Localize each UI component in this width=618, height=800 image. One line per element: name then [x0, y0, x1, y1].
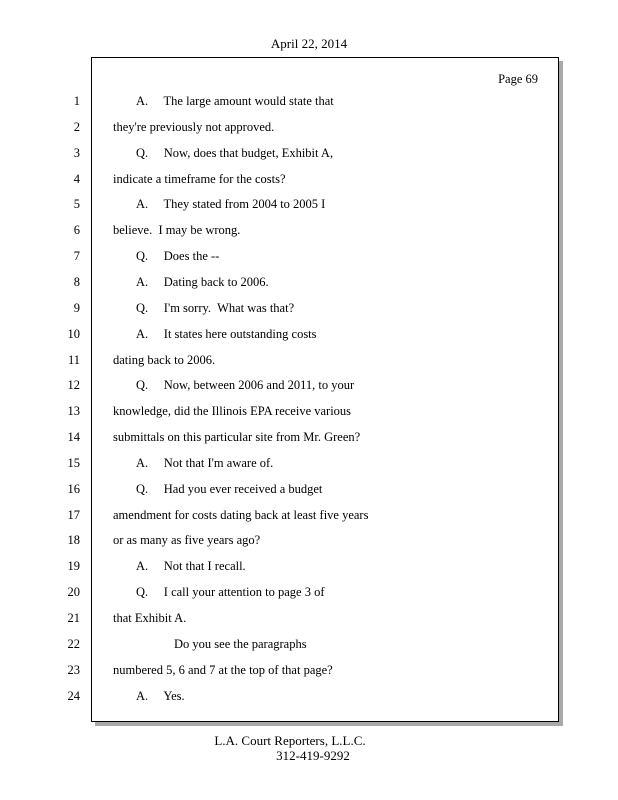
transcript-line-text: A. Not that I'm aware of. [136, 455, 274, 470]
line-number: 9 [73, 300, 80, 315]
transcript-line-text: A. Not that I recall. [136, 559, 246, 574]
transcript-line-text: believe. I may be wrong. [113, 223, 241, 238]
line-number: 23 [67, 662, 80, 677]
transcript-line-text: Q. I call your attention to page 3 of [136, 585, 325, 600]
line-number: 12 [67, 378, 80, 393]
line-number: 10 [67, 326, 80, 341]
transcript-line-text: A. They stated from 2004 to 2005 I [136, 197, 326, 212]
header-date: April 22, 2014 [270, 36, 348, 51]
transcript-line-text: Q. Had you ever received a budget [136, 481, 323, 496]
transcript-line-text: A. It states here outstanding costs [136, 326, 317, 341]
footer-phone: 312-419-9292 [276, 748, 350, 763]
line-number: 14 [67, 430, 80, 445]
line-number: 17 [67, 507, 80, 522]
line-number: 18 [67, 533, 80, 548]
line-number: 21 [67, 611, 80, 625]
transcript-line-text: they're previously not approved. [113, 119, 275, 134]
line-number: 3 [73, 145, 80, 160]
line-number: 20 [67, 585, 80, 600]
line-number: 15 [67, 455, 80, 470]
footer-company: L.A. Court Reporters, L.L.C. [214, 733, 366, 748]
line-number: 5 [73, 197, 80, 212]
line-number: 8 [73, 274, 80, 289]
transcript-line-text: amendment for costs dating back at least five years [113, 507, 369, 522]
transcript-line-text: or as many as five years ago? [113, 533, 261, 548]
transcript-line-text: A. Dating back to 2006. [136, 274, 269, 289]
line-number: 11 [67, 352, 80, 367]
transcript-line-text: A. Yes. [136, 688, 185, 703]
line-number: 6 [73, 223, 80, 238]
line-number: 19 [67, 559, 80, 574]
line-number: 2 [73, 119, 80, 134]
line-number: 13 [67, 404, 80, 419]
transcript-line-text: dating back to 2006. [113, 352, 216, 367]
transcript-line-text: numbered 5, 6 and 7 at the top of that page? [113, 662, 333, 677]
line-number: 16 [67, 481, 80, 496]
transcript-line-text: Q. Now, does that budget, Exhibit A, [136, 145, 334, 160]
transcript-line-text: submittals on this particular site from Mr. Green? [113, 430, 361, 445]
transcript-line-text: Do you see the paragraphs [174, 636, 307, 651]
transcript-line-text: Q. Does the -- [136, 249, 220, 264]
transcript-line-text: Q. I'm sorry. What was that? [136, 300, 295, 315]
line-number: 22 [67, 636, 80, 651]
transcript-line-text: indicate a timeframe for the costs? [113, 171, 286, 186]
line-number: 24 [67, 688, 80, 703]
line-number: 1 [73, 94, 80, 108]
transcript-line-text: A. The large amount would state that [136, 94, 334, 108]
transcript-line-text: knowledge, did the Illinois EPA receive various [113, 404, 352, 419]
line-number: 4 [73, 171, 80, 186]
page-number: Page 69 [498, 72, 538, 86]
transcript-line-text: Q. Now, between 2006 and 2011, to your [136, 378, 355, 393]
transcript-line-text: that Exhibit A. [113, 611, 187, 625]
line-number: 7 [73, 249, 80, 264]
